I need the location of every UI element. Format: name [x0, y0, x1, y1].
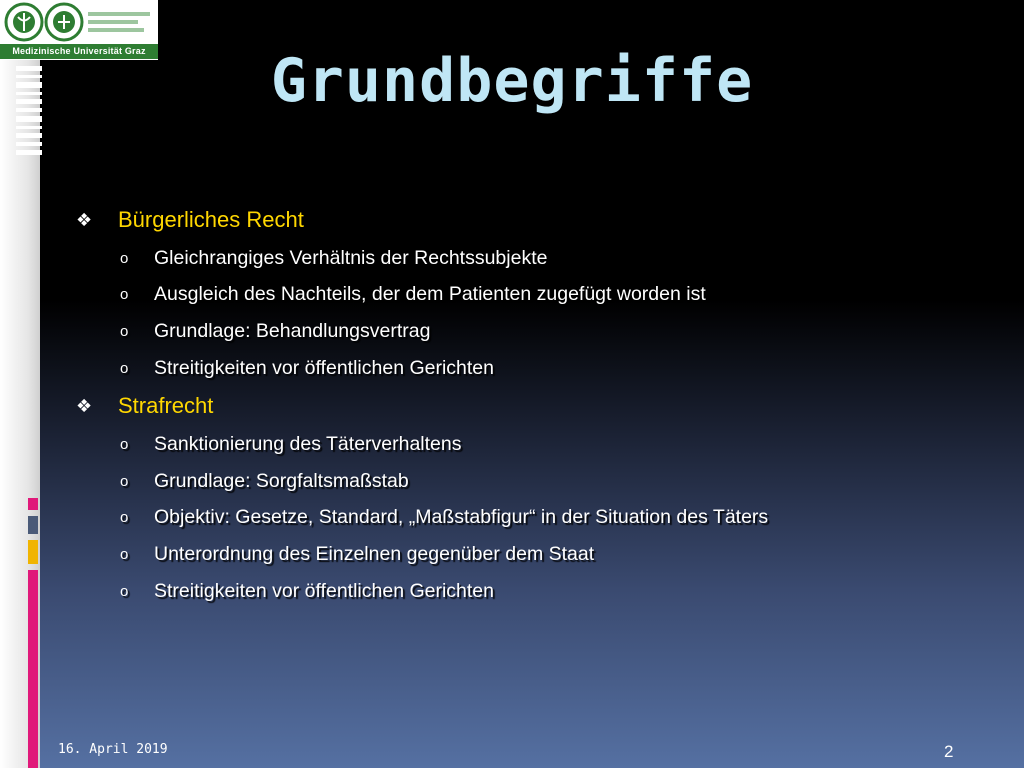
circle-bullet-icon: o: [120, 509, 129, 527]
slide-content: [76, 200, 1006, 609]
list-item-text: Grundlage: Sorgfaltsmaßstab: [154, 469, 409, 492]
circle-bullet-icon: o: [120, 286, 129, 304]
section-heading-text: Strafrecht: [118, 393, 214, 419]
circle-bullet-icon: o: [120, 582, 129, 600]
list-item: [76, 240, 1006, 277]
list-item-text: Streitigkeiten vor öffentlichen Gerichten: [154, 579, 494, 602]
logo-seals: [4, 2, 154, 44]
list-item: [76, 500, 1006, 537]
list-item-text: Grundlage: Behandlungsvertrag: [154, 319, 431, 342]
slide-title: Grundbegriffe: [270, 46, 754, 116]
list-item: [76, 573, 1006, 610]
logo-caption: Medizinische Universität Graz: [0, 44, 158, 59]
list-item-text: Sanktionierung des Täterverhaltens: [154, 433, 462, 456]
list-item-text: Gleichrangiges Verhältnis der Rechtssubjekte: [154, 246, 548, 269]
list-item: [76, 536, 1006, 573]
footer-date: 16. April 2019: [58, 742, 168, 757]
list-item: [76, 426, 1006, 463]
list-item: [76, 277, 1006, 314]
list-item: [76, 350, 1006, 387]
circle-bullet-icon: o: [120, 249, 129, 267]
list-item-text: Unterordnung des Einzelnen gegenüber dem Staat: [154, 542, 595, 565]
section-heading-text: Bürgerliches Recht: [118, 207, 304, 232]
list-item-text: Ausgleich des Nachteils, der dem Patienten zugefügt worden ist: [154, 283, 706, 306]
section-heading-buergerliches-recht: [76, 200, 1006, 240]
diamond-bullet-icon: ❖: [76, 209, 93, 230]
circle-bullet-icon: o: [120, 436, 129, 454]
list-item: [76, 463, 1006, 500]
list-item-text: Objektiv: Gesetze, Standard, „Maßstabfigur“ in der Situation des Täters: [154, 506, 769, 529]
page-number: 2: [944, 742, 954, 761]
circle-bullet-icon: o: [120, 545, 129, 563]
circle-bullet-icon: o: [120, 322, 129, 340]
circle-bullet-icon: o: [120, 359, 129, 377]
circle-bullet-icon: o: [120, 472, 129, 490]
diamond-bullet-icon: ❖: [76, 395, 93, 416]
list-item: [76, 313, 1006, 350]
section-heading-strafrecht: [76, 386, 1006, 426]
list-item-text: Streitigkeiten vor öffentlichen Gerichten: [154, 356, 494, 379]
